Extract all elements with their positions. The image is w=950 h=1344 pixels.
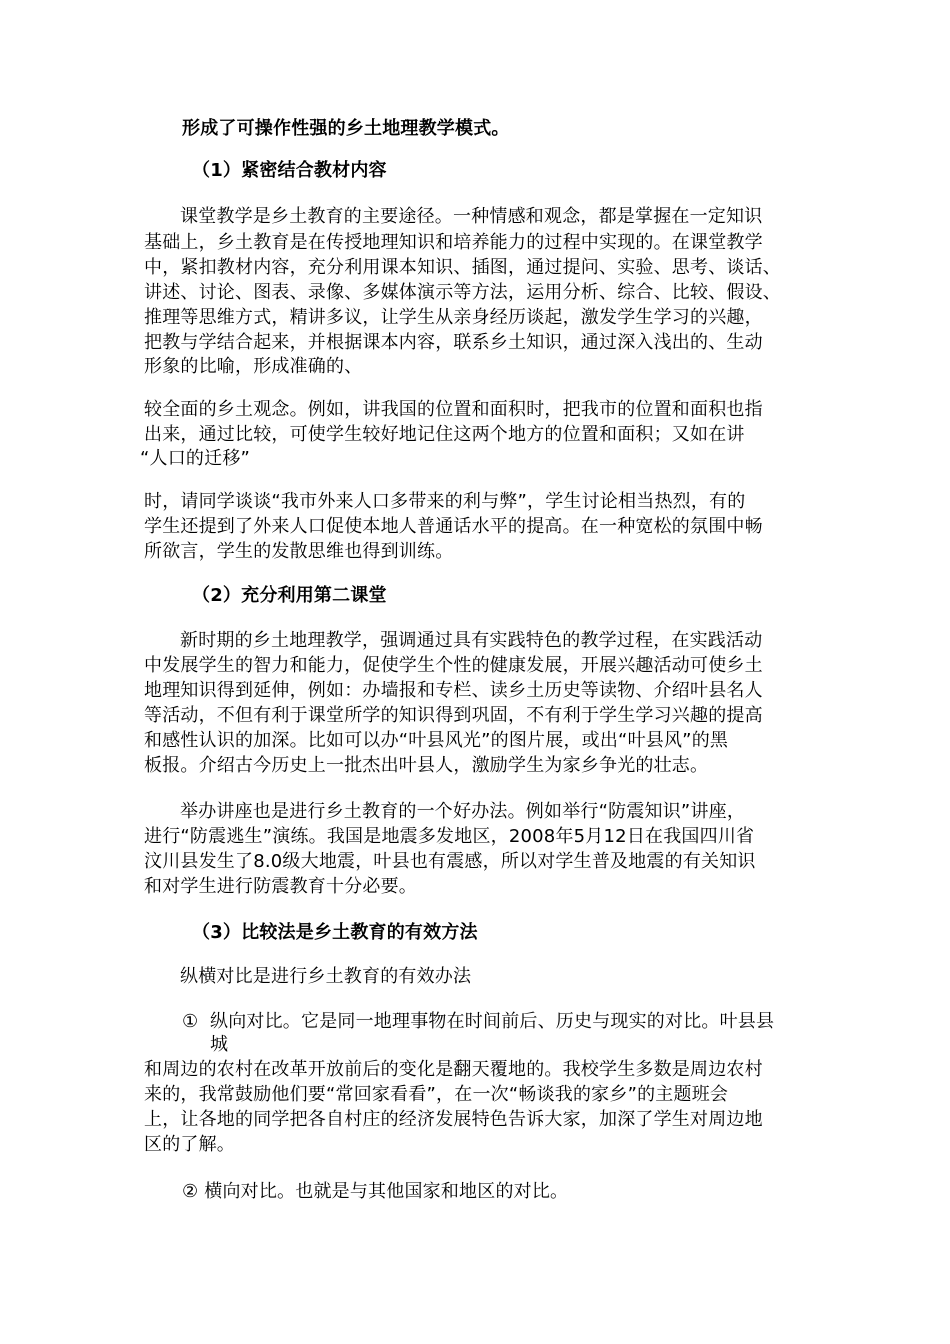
paragraph-line: 来的，我常鼓励他们要“常回家看看”，在一次“畅谈我的家乡”的主题班会 [144,1084,729,1105]
paragraph-line: 和对学生进行防震教育十分必要。 [144,876,417,897]
paragraph-line: 上，让各地的同学把各自村庄的经济发展特色告诉大家，加深了学生对周边地 [144,1109,763,1130]
paragraph-line: 形象的比喻，形成准确的、 [144,356,363,377]
paragraph-line: 和感性认识的加深。比如可以办“叶县风光”的图片展，或出“叶县风”的黑 [144,730,729,751]
list-item-2: ② 横向对比。也就是与其他国家和地区的对比。 [182,1181,569,1202]
paragraph-line: 纵横对比是进行乡土教育的有效办法 [180,966,472,987]
paragraph-line: 中发展学生的智力和能力，促使学生个性的健康发展，开展兴趣活动可使乡土 [144,655,763,676]
paragraph-line: 中，紧扣教材内容，充分利用课本知识、插图，通过提问、实验、思考、谈话、 [144,257,781,278]
paragraph-line: 推理等思维方式，精讲多议，让学生从亲身经历谈起，激发学生学习的兴趣， [144,307,763,328]
paragraph-line: 进行“防震逃生”演练。我国是地震多发地区，2008年5月12日在我国四川省 [144,826,755,847]
section-heading-2: （2）充分利用第二课堂 [192,585,387,606]
paragraph-line: 较全面的乡土观念。例如，讲我国的位置和面积时，把我市的位置和面积也指 [144,399,763,420]
section-heading-3: （3）比较法是乡土教育的有效方法 [192,922,478,943]
paragraph-line: 等活动，不但有利于课堂所学的知识得到巩固，不有利于学生学习兴趣的提高 [144,705,763,726]
paragraph-line: 板报。介绍古今历史上一批杰出叶县人，激励学生为家乡争光的壮志。 [144,755,709,776]
paragraph-line: 课堂教学是乡土教育的主要途径。一种情感和观念，都是掌握在一定知识 [180,206,763,227]
paragraph-line: 讲述、讨论、图表、录像、多媒体演示等方法，运用分析、综合、比较、假设、 [144,282,781,303]
intro-line: 形成了可操作性强的乡土地理教学模式。 [182,118,510,139]
paragraph-line: 出来，通过比较，可使学生较好地记住这两个地方的位置和面积；又如在讲 [144,424,745,445]
list-item-text: 城 [210,1034,229,1055]
circled-number-1: ① [182,1011,199,1032]
section-heading-1: （1）紧密结合教材内容 [192,160,387,181]
paragraph-line: 和周边的农村在改革开放前后的变化是翻天覆地的。我校学生多数是周边农村 [144,1059,763,1080]
paragraph-line: 时，请同学谈谈“我市外来人口多带来的利与弊”，学生讨论相当热烈，有的 [144,491,746,512]
paragraph-line: 举办讲座也是进行乡土教育的一个好办法。例如举行“防震知识”讲座， [180,801,746,822]
paragraph-line: 学生还提到了外来人口促使本地人普通话水平的提高。在一种宽松的氛围中畅 [144,516,763,537]
paragraph-line: 汶川县发生了8.0级大地震，叶县也有震感，所以对学生普及地震的有关知识 [144,851,756,872]
paragraph-line: 新时期的乡土地理教学，强调通过具有实践特色的教学过程，在实践活动 [180,630,763,651]
paragraph-line: 所欲言，学生的发散思维也得到训练。 [144,541,454,562]
paragraph-line: 地理知识得到延伸，例如：办墙报和专栏、读乡土历史等读物、介绍叶县名人 [144,680,763,701]
paragraph-line: “人口的迁移” [140,448,251,469]
paragraph-line: 把教与学结合起来，并根据课本内容，联系乡土知识，通过深入浅出的、生动 [144,332,763,353]
paragraph-line: 基础上，乡土教育是在传授地理知识和培养能力的过程中实现的。在课堂教学 [144,232,763,253]
list-item-text: 纵向对比。它是同一地理事物在时间前后、历史与现实的对比。叶县县 [210,1011,775,1032]
paragraph-line: 区的了解。 [144,1134,235,1155]
